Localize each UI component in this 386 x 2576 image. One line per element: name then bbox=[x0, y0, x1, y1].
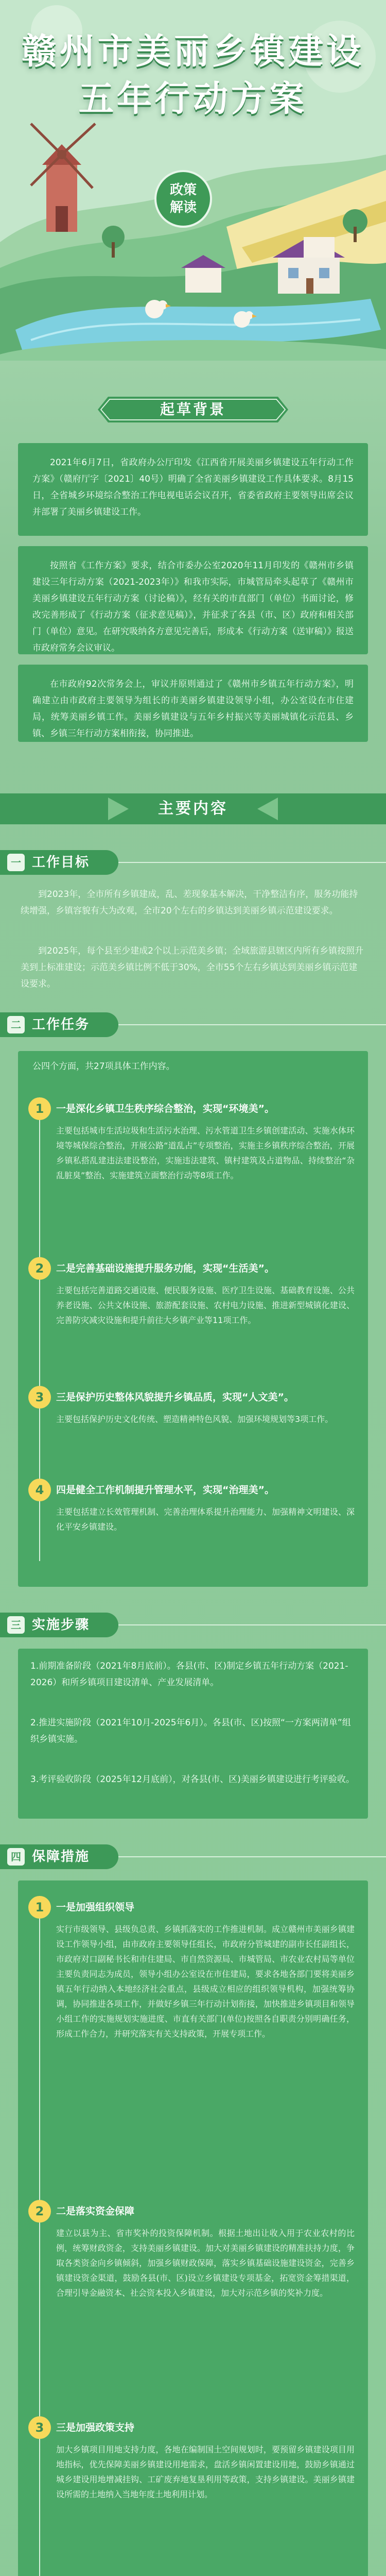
background-paragraph-3: 在市政府92次常务会上，审议并原则通过了《赣州市乡镇五年行动方案》，明确建立由市政府主要领导为组长的市美丽乡镇建设领导小组，办公室设在市住建局，统筹美丽乡镇工作。美丽乡镇建设与五年乡村振兴等美丽城镇化示范县、乡镇、乡镇三年行动方案相衔接，协同推进。 bbox=[18, 665, 368, 742]
measures-subheader bbox=[0, 1844, 386, 1869]
step-item: 3.考评验收阶段（2025年12月底前），对各县(市、区)美丽乡镇建设进行考评验收。 bbox=[30, 1774, 355, 1785]
task-title: 一是深化乡镇卫生秩序综合整治，实现“环境美”。 bbox=[56, 1103, 274, 1114]
tasks-divider bbox=[118, 1024, 386, 1025]
measure-body: 加大乡镇项目用地支持力度，各地在编制国土空间规划时，要预留乡镇建设项目用地指标，优先保障美丽乡镇建设用地需求，盘活乡镇闲置建设用地，鼓励乡镇通过城乡建设用地增减挂钩、工矿废弃地复垦利用等政策，支持乡镇建设。美丽乡镇建设所需的土地纳入当地年度土地利用计划。 bbox=[56, 2445, 355, 2499]
goal-paragraph-1: 到2023年，全市所有乡镇建成，乱、差现象基本解决，干净整洁有序，服务功能持续增强，乡镇容貌有大为改观，全市20个左右的乡镇达到美丽乡镇示范建设要求。 bbox=[21, 889, 358, 916]
goal-divider bbox=[118, 862, 386, 863]
measures-label: 保障措施 bbox=[32, 1849, 90, 1865]
steps-divider bbox=[118, 1624, 386, 1625]
measures-box bbox=[18, 1880, 368, 2576]
task-body: 主要包括保护历史文化传统、塑造精神特色风貌、加强环境规划等3项工作。 bbox=[56, 1414, 334, 1424]
measure-title: 二是落实资金保障 bbox=[56, 2206, 135, 2217]
task-title: 二是完善基础设施提升服务功能，实现“生活美”。 bbox=[56, 1263, 274, 1274]
hero-title-line1: 赣州市美丽乡镇建设 bbox=[21, 31, 364, 72]
background-paragraph-2: 按照省《工作方案》要求，结合市委办公室2020年11月印发的《赣州市乡镇建设三年行动方案（2021-2023年）》和我市实际，市城管局牵头起草了《赣州市美丽乡镇建设五年行动方案（讨论稿）》，经有关的市直部门（单位）书面讨论，修改完善形成了《行动方案（征求意见稿）》，并征求了各县（市、区）政府和相关部门（单位）意见。在研究吸纳各方意见完善后，形成本《行动方案（送审稿）》报送市政府常务会议审议。 bbox=[18, 546, 368, 654]
task-number: 4 bbox=[28, 1479, 51, 1501]
measure-body: 建立以县为主、省市奖补的投资保障机制。根据土地出让收入用于农业农村的比例，统筹财政资金，支持美丽乡镇建设。加大对美丽乡镇建设的精准扶持力度，争取各类资金向乡镇倾斜，加强乡镇财政保障，落实乡镇基础设施建设资金，完善乡镇建设资金渠道，鼓励各县(市、区)设立乡镇建设专项基金，拓宽资金筹措渠道，合理引导金融资本、社会资本投入乡镇建设，加大对示范乡镇的奖补力度。 bbox=[56, 2228, 355, 2298]
task-body: 主要包括完善道路交通设施、便民服务设施、医疗卫生设施、基础教育设施、公共养老设施、公共文体设施、旅游配套设施、农村电力设施、推进新型城镇化建设、完善防灾减灾设施和提升前往大乡镇产业等11项工作。 bbox=[56, 1285, 355, 1325]
tasks-intro: 公四个方面，共27项具体工作内容。 bbox=[32, 1061, 175, 1072]
hero-banner bbox=[0, 0, 386, 361]
goal-number: 一 bbox=[7, 854, 25, 871]
main-content-heading: 主要内容 bbox=[158, 800, 228, 818]
steps-label: 实施步骤 bbox=[32, 1617, 90, 1633]
goal-label: 工作目标 bbox=[32, 855, 90, 870]
tasks-label: 工作任务 bbox=[32, 1017, 90, 1032]
measure-number: 3 bbox=[28, 2416, 51, 2439]
measure-title: 三是加强政策支持 bbox=[56, 2422, 135, 2433]
steps-box bbox=[18, 1649, 368, 1819]
goal-subheader bbox=[0, 850, 386, 875]
measure-number: 1 bbox=[28, 1896, 51, 1919]
tasks-subheader bbox=[0, 1012, 386, 1037]
tasks-number: 二 bbox=[7, 1016, 25, 1033]
measures-divider bbox=[118, 1856, 386, 1857]
step-item: 1.前期准备阶段（2021年8月底前）。各县(市、区)制定乡镇五年行动方案（2021-2026）和所乡镇项目建设清单、产业发展清单。 bbox=[30, 1661, 348, 1688]
measure-body: 实行市级领导、县级负总责、乡镇抓落实的工作推进机制。成立赣州市美丽乡镇建设工作领导小组，由市政府主要领导任组长，市政府分管城建的副市长任副组长，市政府对口副秘书长和市住建局、市自然资源局、市城管局、市农业农村局等单位主要负责同志为成员，领导小组办公室设在市住建局，要求各地各部门要将美丽乡镇五年行动纳入本地经济社会重点，县级成立相应的组织领导机构，加强统筹协调，协同推进各项工作，并做好乡镇三年行动计划衔接，加快推进乡镇项目和领导小组工作的实施规划实施进度、市直有关部门(单位)按照各自职责分别明确任务，形成工作合力，并研究落实有关支持政策，开展专项工作。 bbox=[56, 1924, 355, 2039]
steps-subheader bbox=[0, 1613, 386, 1637]
badge-line1: 政策 bbox=[169, 182, 197, 198]
task-body: 主要包括城市生活垃圾和生活污水治理、污水管道卫生乡镇创建活动、实施水体环境等城保综合整治，开展公路“道乱占”专项整治，实施主乡镇秩序综合整治，开展乡镇私搭乱建违法建设整治，实施违法建筑、镇村建筑及占道物品、持续整治“杂乱脏臭”整治、实施建筑立面整治行动等8项工作。 bbox=[56, 1126, 355, 1180]
hero-title bbox=[0, 28, 386, 123]
background-ribbon bbox=[98, 397, 288, 422]
measure-title: 一是加强组织领导 bbox=[56, 1902, 135, 1913]
background-heading: 起草背景 bbox=[160, 401, 226, 418]
background-paragraph-1: 2021年6月7日，省政府办公厅印发《江西省开展美丽乡镇建设五年行动工作方案》（赣府厅字〔2021〕40号）明确了全省美丽乡镇建设工作具体要求。8月15日，全省城乡环境综合整治工作电视电话会议召开，省委省政府主要领导出席会议并部署了美丽乡镇建设工作。 bbox=[18, 443, 368, 536]
task-number: 1 bbox=[28, 1097, 51, 1120]
task-number: 3 bbox=[28, 1386, 51, 1409]
policy-badge bbox=[154, 170, 212, 228]
hero-title-line2: 五年行动方案 bbox=[78, 79, 307, 120]
badge-line2: 解读 bbox=[169, 200, 197, 215]
measures-timeline bbox=[39, 1896, 40, 2576]
step-item: 2.推进实施阶段（2021年10月-2025年6月）。各县(市、区)按照“一方案两清单”组织乡镇实施。 bbox=[30, 1718, 351, 1744]
steps-number: 三 bbox=[7, 1616, 25, 1634]
main-content-header bbox=[0, 793, 386, 824]
tasks-box bbox=[18, 1051, 368, 1587]
measures-number: 四 bbox=[7, 1848, 25, 1866]
task-number: 2 bbox=[28, 1257, 51, 1280]
task-title: 三是保护历史整体风貌提升乡镇品质，实现“人文美”。 bbox=[56, 1392, 294, 1403]
task-body: 主要包括建立长效管理机制、完善治理体系提升治理能力、加强精神文明建设、深化平安乡镇建设。 bbox=[56, 1507, 355, 1532]
measure-number: 2 bbox=[28, 2200, 51, 2223]
goal-paragraph-2: 到2025年，每个县至少建成2个以上示范美乡镇；全域旅游县辖区内所有乡镇按照升美到上标准建设；示范美乡镇比例不低于30%，全市55个左右乡镇达到美丽乡镇示范建设要求。 bbox=[21, 946, 364, 989]
task-title: 四是健全工作机制提升管理水平，实现“治理美”。 bbox=[56, 1484, 274, 1496]
